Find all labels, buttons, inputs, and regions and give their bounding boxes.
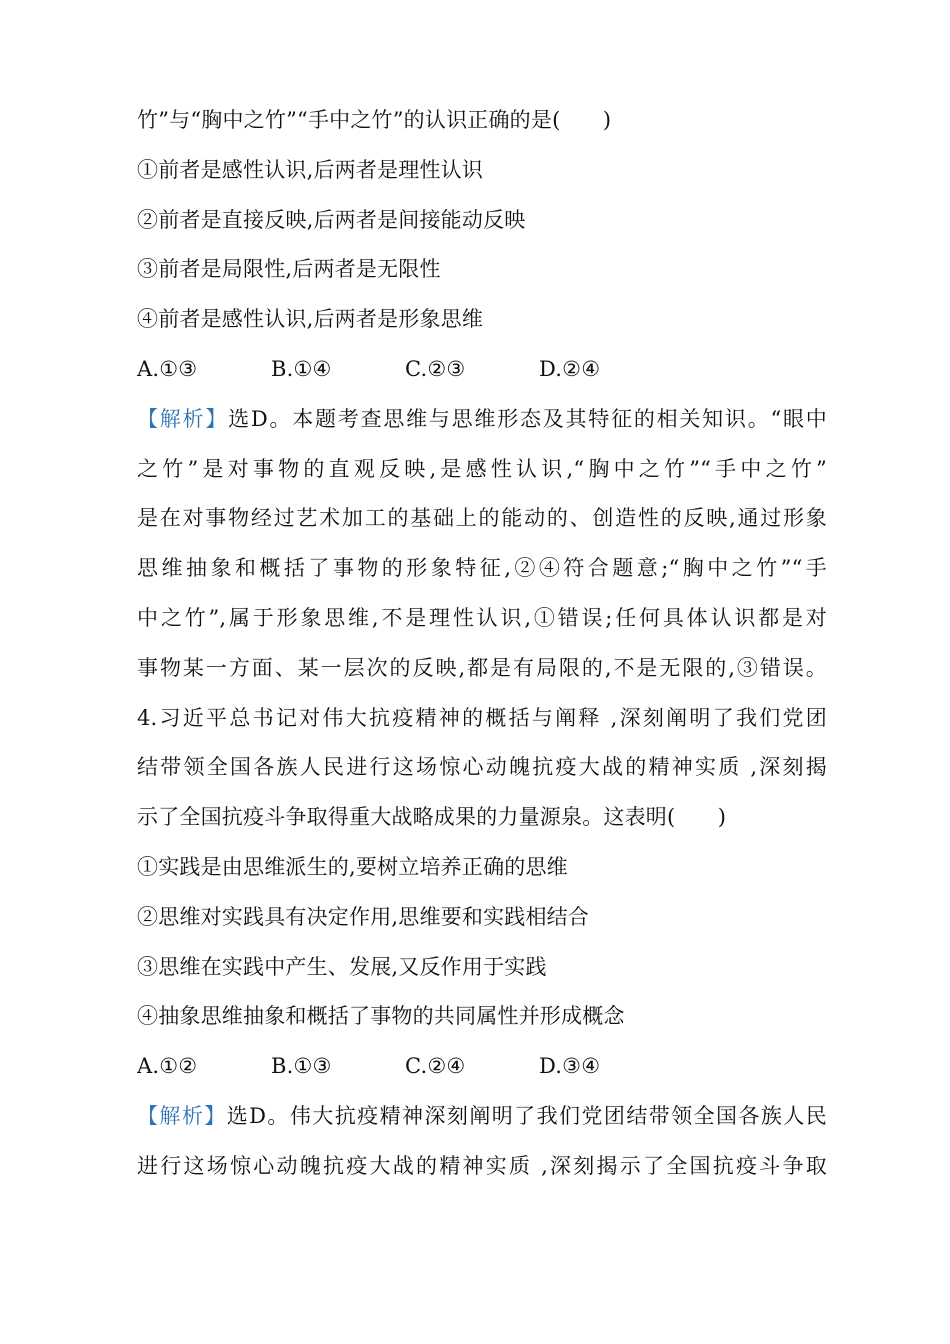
q4-stem-line-1: 4.习近平总书记对伟大抗疫精神的概括与阐释 ,深刻阐明了我们党团	[137, 705, 827, 730]
q3-choice-2: ②前者是直接反映,后两者是间接能动反映	[137, 207, 526, 232]
q3-analysis-line-3: 是在对事物经过艺术加工的基础上的能动的、创造性的反映,通过形象	[137, 506, 827, 531]
q3-option-a: A.①③	[137, 356, 198, 381]
q3-analysis-line-2: 之竹”是对事物的直观反映,是感性认识,“胸中之竹”“手中之竹”	[137, 456, 827, 481]
q3-analysis-line-4: 思维抽象和概括了事物的形象特征,②④符合题意;“胸中之竹”“手	[137, 556, 827, 581]
q3-choice-4: ④前者是感性认识,后两者是形象思维	[137, 307, 484, 332]
document-page	[137, 96, 827, 1192]
q3-choice-3: ③前者是局限性,后两者是无限性	[137, 257, 441, 282]
q4-analysis-line-2: 进行这场惊心动魄抗疫大战的精神实质 ,深刻揭示了全国抗疫斗争取	[137, 1153, 827, 1178]
q3-option-b: B.①④	[271, 356, 332, 381]
q4-analysis-text-1: 选D。伟大抗疫精神深刻阐明了我们党团结带领全国各族人民	[226, 1103, 827, 1128]
q3-analysis-line-6: 事物某一方面、某一层次的反映,都是有局限的,不是无限的,③错误。	[137, 655, 827, 680]
q3-analysis-line-5: 中之竹”,属于形象思维,不是理性认识,①错误;任何具体认识都是对	[137, 605, 827, 630]
q4-stem-line-3: 示了全国抗疫斗争取得重大战略成果的力量源泉。这表明( )	[137, 805, 727, 830]
q3-analysis-tag: 【解析】	[137, 406, 229, 431]
q4-analysis-tag: 【解析】	[137, 1103, 227, 1128]
q4-option-d: D.③④	[539, 1054, 601, 1079]
q4-choice-2: ②思维对实践具有决定作用,思维要和实践相结合	[137, 904, 590, 929]
q3-option-d: D.②④	[539, 356, 601, 381]
q3-choice-1: ①前者是感性认识,后两者是理性认识	[137, 157, 484, 182]
q4-analysis-line-1	[137, 1092, 827, 1142]
q4-option-a: A.①②	[137, 1054, 198, 1079]
q4-stem-line-2: 结带领全国各族人民进行这场惊心动魄抗疫大战的精神实质 ,深刻揭	[137, 755, 827, 780]
q4-option-b: B.①③	[271, 1054, 332, 1079]
q3-options	[137, 345, 827, 395]
q3-analysis-line-1	[137, 395, 827, 445]
q4-option-c: C.②④	[405, 1054, 466, 1079]
q4-options	[137, 1042, 827, 1092]
q3-analysis-text-1: 选D。本题考查思维与思维形态及其特征的相关知识。“眼中	[228, 406, 827, 431]
q4-choice-3: ③思维在实践中产生、发展,又反作用于实践	[137, 954, 547, 979]
q4-choice-1: ①实践是由思维派生的,要树立培养正确的思维	[137, 854, 568, 879]
q4-choice-4: ④抽象思维抽象和概括了事物的共同属性并形成概念	[137, 1004, 625, 1029]
q3-option-c: C.②③	[405, 356, 466, 381]
q3-stem-tail: 竹”与“胸中之竹”“手中之竹”的认识正确的是( )	[137, 108, 612, 132]
